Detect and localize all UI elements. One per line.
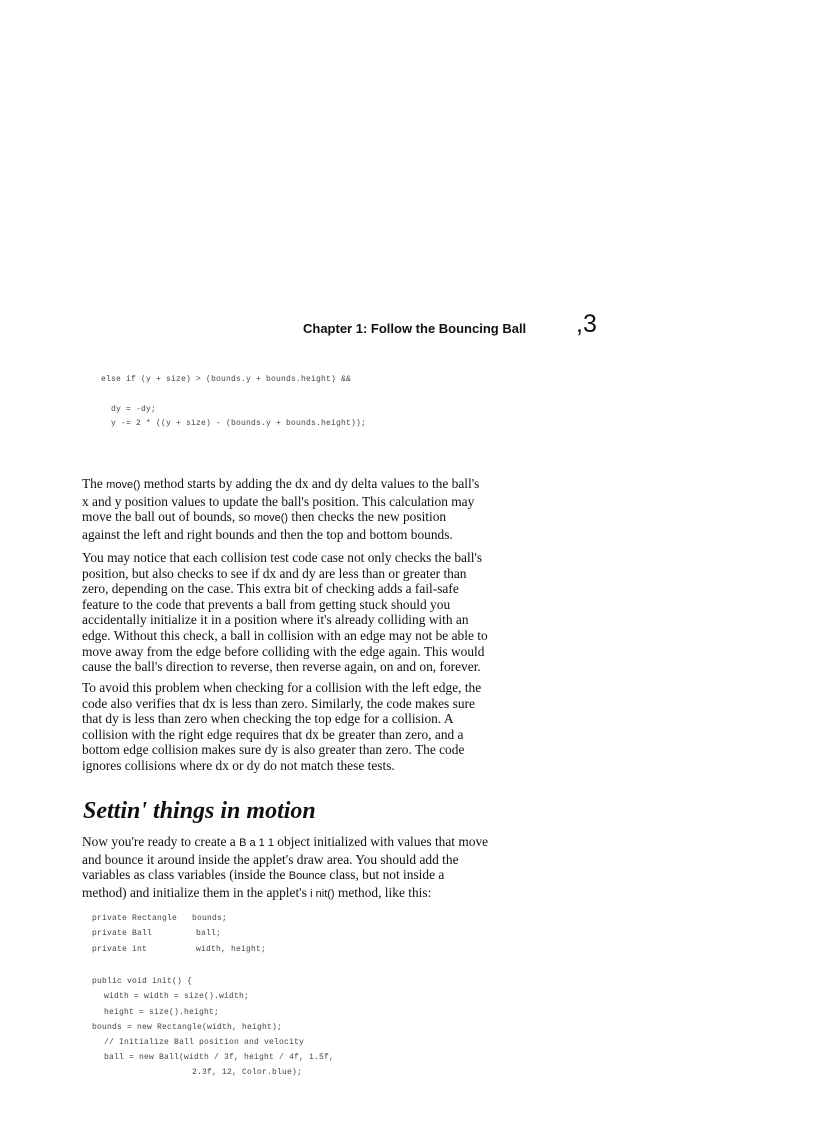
text-line: bottom edge collision makes sure dy is also greater than zero. The code <box>82 742 465 758</box>
text-line: You may notice that each collision test code case not only checks the ball's <box>82 550 483 565</box>
code-line: height = size().height; <box>104 1008 220 1017</box>
body-paragraph <box>82 834 552 902</box>
text-line: zero, depending on the case. This extra bit of checking adds a fail-safe <box>82 581 459 597</box>
body-paragraph <box>82 550 552 675</box>
body-paragraph <box>82 680 552 774</box>
text-line: feature to the code that prevents a ball from getting stuck should you <box>82 596 451 612</box>
inline-code: move() <box>106 479 141 491</box>
text-line: variables as class variables (inside the Bounce class, but not inside a <box>82 867 445 883</box>
code-line: ball; <box>196 929 222 938</box>
inline-code: Bounce <box>288 870 327 883</box>
text-line: that dy is less than zero when checking the top edge for a collision. A <box>82 711 454 727</box>
text-line: accidentally initialize it in a position where it's already colliding with an <box>82 612 469 628</box>
text-line: The move() method starts by adding the dx and dy delta values to the ball's <box>82 476 480 491</box>
code-line: y -= 2 * ((y + size) - (bounds.y + bounds.height)); <box>111 419 367 428</box>
text-line: Now you're ready to create a B a 1 1 object initialized with values that move <box>82 834 489 849</box>
code-line: bounds; <box>192 914 228 923</box>
code-line: public void init() { <box>92 977 193 986</box>
text-line: and bounce it around inside the applet's draw area. You should add the <box>82 851 459 867</box>
text-line: To avoid this problem when checking for a collision with the left edge, the <box>82 680 482 695</box>
page-number: ,3 <box>576 310 597 338</box>
code-line: width, height; <box>196 945 267 954</box>
section-heading: Settin' things in motion <box>83 798 316 824</box>
inline-code: B a 1 1 <box>239 837 274 849</box>
text-line: position, but also checks to see if dx and dy are less than or greater than <box>82 565 467 581</box>
text-line: method) and initialize them in the applet's i nit() method, like this: <box>82 884 432 900</box>
code-line: 2.3f, 12, Color.blue); <box>192 1068 303 1077</box>
text-line: x and y position values to update the ball's position. This calculation may <box>82 493 475 509</box>
code-line: bounds = new Rectangle(width, height); <box>92 1023 283 1032</box>
text-line: ignores collisions where dx or dy do not match these tests. <box>82 757 395 773</box>
text-line: move the ball out of bounds, so move() then checks the new position <box>82 509 447 525</box>
code-line: // Initialize Ball position and velocity <box>104 1038 305 1047</box>
text-line: against the left and right bounds and then the top and bottom bounds. <box>82 526 453 542</box>
inline-code: i nit() <box>310 887 335 900</box>
code-line: else if (y + size) > (bounds.y + bounds.height) && <box>101 375 352 384</box>
code-line: private Ball <box>92 929 153 938</box>
code-line: private int <box>92 945 148 954</box>
code-line: width = width = size().width; <box>104 992 250 1001</box>
inline-code: move() <box>253 512 289 525</box>
code-line: dy = -dy; <box>111 405 157 414</box>
chapter-header-title: Chapter 1: Follow the Bouncing Ball <box>303 321 527 336</box>
body-paragraph <box>82 476 552 542</box>
text-line: code also verifies that dx is less than zero. Similarly, the code makes sure <box>82 695 475 711</box>
text-line: cause the ball's direction to reverse, then reverse again, on and on, forever. <box>82 659 481 675</box>
code-line: private Rectangle <box>92 914 178 923</box>
text-line: edge. Without this check, a ball in collision with an edge may not be able to <box>82 627 488 643</box>
text-line: collision with the right edge requires that dx be greater than zero, and a <box>82 726 464 742</box>
text-line: move away from the edge before colliding with the edge again. This would <box>82 643 485 659</box>
code-line: ball = new Ball(width / 3f, height / 4f, 1.5f, <box>104 1053 335 1062</box>
